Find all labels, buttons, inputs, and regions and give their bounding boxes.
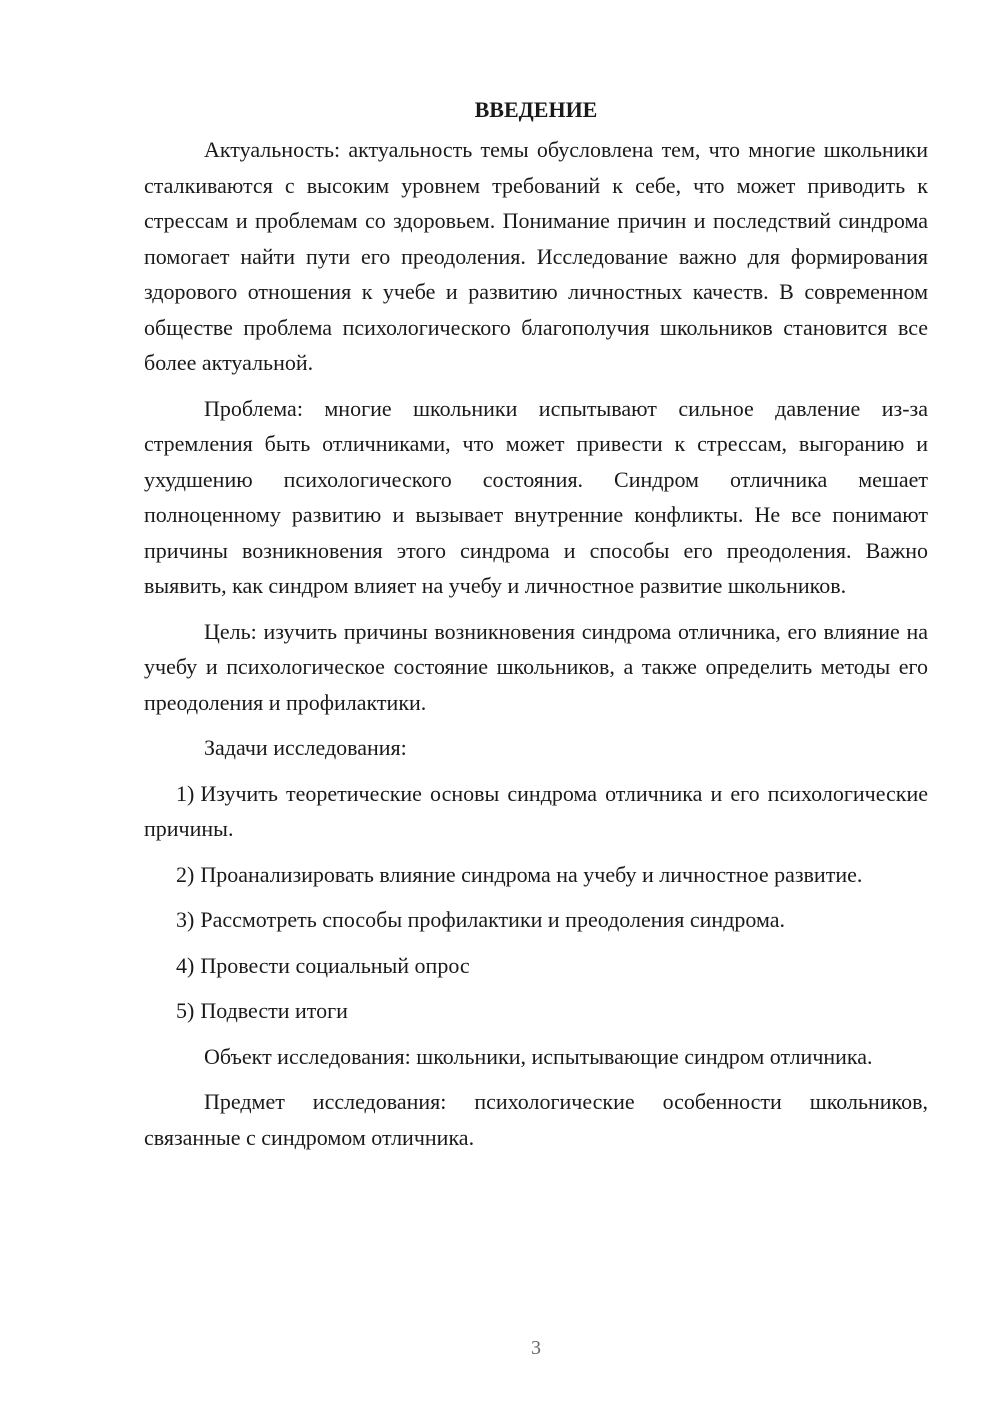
- task-number: 5): [176, 998, 195, 1023]
- task-item: [144, 902, 928, 938]
- task-text: Подвести итоги: [200, 998, 348, 1023]
- tasks-heading: Задачи исследования:: [204, 735, 407, 760]
- task-number: 3): [176, 907, 195, 932]
- task-text: Проанализировать влияние синдрома на учебу и личностное развитие.: [200, 861, 863, 887]
- task-item: [144, 993, 928, 1029]
- paragraph-object: Объект исследования: школьники, испытывающие синдром отличника.: [204, 1043, 873, 1069]
- task-text: Провести социальный опрос: [200, 952, 470, 978]
- paragraph-problem: Проблема: многие школьники испытывают сильное давление из-за стремления быть отличниками, что может привести к стрессам, выгоранию и ухудшению психологического состояния. Синдром отличника мешает полноценному развитию и вызывает внутренние конфликты. Не все понимают причины возникновения этого синдрома и способы его преодоления. Важно выявить, как синдром влияет на учебу и личностное развитие школьников.: [144, 395, 928, 598]
- task-number: 1): [176, 780, 195, 806]
- task-text: Изучить теоретические основы синдрома отличника и его психологические причины.: [144, 780, 928, 841]
- paragraph-relevance: Актуальность: актуальность темы обусловлена тем, что многие школьники сталкиваются с высоким уровнем требований к себе, что может приводить к стрессам и проблемам со здоровьем. Понимание причин и последствий синдрома помогает найти пути его преодоления. Исследование важно для формирования здорового отношения к учебе и развитию личностных качеств. В современном обществе проблема психологического благополучия школьников становится все более актуальной.: [144, 137, 928, 375]
- page-number: 3: [531, 1337, 541, 1359]
- page-content: [144, 92, 928, 1165]
- task-number: 2): [176, 861, 195, 887]
- task-number: 4): [176, 952, 195, 978]
- task-text: Рассмотреть способы профилактики и преодоления синдрома.: [200, 907, 786, 932]
- task-item: [144, 948, 928, 984]
- task-item: [144, 857, 928, 893]
- task-item: [144, 776, 928, 847]
- paragraph-goal: Цель: изучить причины возникновения синдрома отличника, его влияние на учебу и психологическое состояние школьников, а также определить методы его преодоления и профилактики.: [144, 618, 928, 715]
- paragraph-subject: Предмет исследования: психологические особенности школьников, связанные с синдромом отличника.: [144, 1089, 928, 1150]
- section-title: ВВЕДЕНИЕ: [474, 97, 598, 122]
